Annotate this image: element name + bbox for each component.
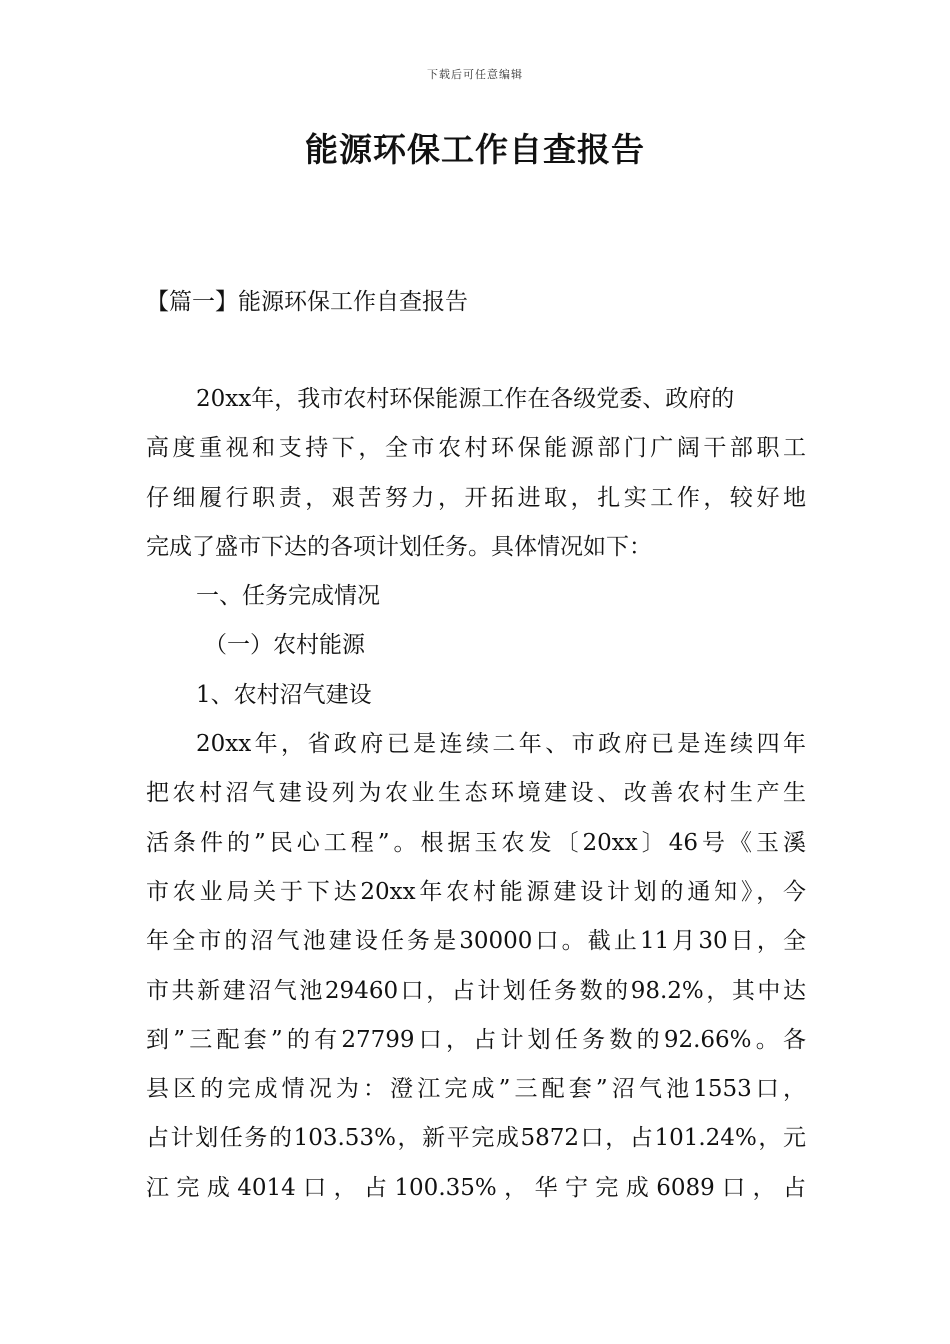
document-title: 能源环保工作自查报告 — [305, 130, 645, 169]
list-heading: 一、任务完成情况 — [196, 583, 380, 610]
body-text — [146, 375, 806, 1213]
paragraph-line: 完成了盛市下达的各项计划任务。具体情况如下： — [146, 533, 652, 560]
subsection-heading: 1、农村沼气建设 — [196, 681, 372, 708]
section-heading: 【篇一】能源环保工作自查报告 — [146, 289, 468, 315]
subsection-heading: （一）农村能源 — [204, 632, 365, 659]
paragraph-line: 江完成4014口，占100.35%，华宁完成6089口，占 — [146, 1174, 806, 1201]
paragraph-line: 占计划任务的103.53%，新平完成5872口，占101.24%，元 — [146, 1125, 806, 1152]
paragraph-line: 20xx年，我市农村环保能源工作在各级党委、政府的 — [196, 386, 735, 412]
paragraph-line: 到”三配套”的有27799口，占计划任务数的92.66%。各 — [146, 1026, 806, 1053]
paragraph-line: 县区的完成情况为：澄江完成”三配套”沼气池1553口， — [146, 1076, 806, 1103]
paragraph-line: 年全市的沼气池建设任务是30000口。截止11月30日，全 — [146, 928, 806, 955]
paragraph-line: 仔细履行职责，艰苦努力，开拓进取，扎实工作，较好地 — [146, 484, 806, 511]
paragraph-line: 把农村沼气建设列为农业生态环境建设、改善农村生产生 — [146, 780, 806, 807]
paragraph-line: 20xx年，省政府已是连续二年、市政府已是连续四年 — [196, 731, 806, 758]
header-note: 下载后可任意编辑 — [427, 68, 523, 81]
paragraph-line: 高度重视和支持下，全市农村环保能源部门广阔干部职工 — [146, 435, 806, 462]
paragraph-line: 活条件的”民心工程”。根据玉农发〔20xx〕46号《玉溪 — [146, 829, 806, 856]
paragraph-line: 市农业局关于下达20xx年农村能源建设计划的通知》，今 — [146, 878, 806, 905]
paragraph-line: 市共新建沼气池29460口，占计划任务数的98.2%，其中达 — [146, 977, 806, 1004]
